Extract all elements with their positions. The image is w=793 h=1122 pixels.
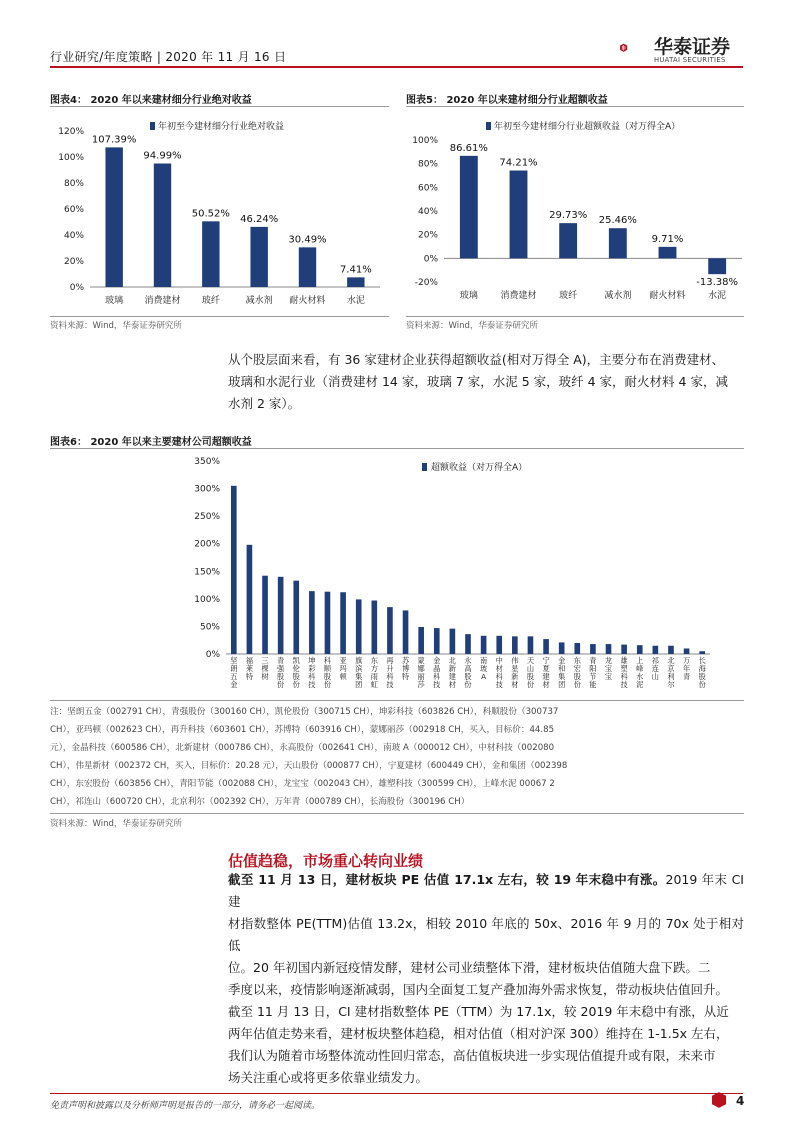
y-tick-label: 100% [194,594,220,605]
y-tick-label: 20% [417,230,438,241]
chart-fig6 [50,450,744,700]
x-category-label: 金和集团 [558,656,566,689]
x-category-label: 耐火材料 [649,291,686,301]
bar-company [684,648,690,654]
page-number: 4 [736,1094,745,1108]
x-category-label: 蒙娜丽莎 [417,656,425,689]
data-label: 7.41% [339,264,372,276]
fig4-title-text: 2020 年以来建材细分行业绝对收益 [90,95,252,106]
bar-消费建材 [154,164,171,287]
y-tick-label: 0% [205,650,220,660]
paragraph-line: 位。20 年初国内新冠疫情发酵，建材公司业绩整体下滑，建材板块估值随大盘下跌。二 [228,960,711,975]
y-tick-label: 150% [194,567,220,578]
bar-company [231,486,237,654]
x-category-label: 玻纤 [201,296,220,306]
x-category-label: 坤彩科技 [308,656,316,689]
y-tick-label: 300% [194,484,220,495]
x-category-label: 青强股份 [277,656,285,689]
note-line: 注：坚朗五金（002791 CH），青强股份（300160 CH），凯伦股份（300715 CH），坤彩科技（603826 CH），科顺股份（300737 [50,707,559,717]
footer-rule [50,1093,743,1094]
bar-水泥 [347,277,364,287]
bar-company [653,646,659,654]
paragraph-line: 从个股层面来看，有 36 家建材企业获得超额收益(相对万得全 A)，主要分布在消费建材、 [228,352,725,367]
bar-玻璃 [460,156,478,258]
bar-耐火材料 [659,247,677,258]
bar-company [668,646,674,654]
x-category-label: 减水剂 [245,296,273,306]
legend-label: 年初至今建材细分行业绝对收益 [158,122,285,132]
fig5-title-text: 2020 年以来建材细分行业超额收益 [446,95,608,106]
paragraph-lead-rest: 2019 年末 CI 建 [228,872,744,909]
x-category-label: 福莱特 [245,656,254,681]
note-line: CH），祁连山（600720 CH），北京利尔（002392 CH），万年青（000789 CH），长海股份（300196 CH） [50,797,470,807]
data-label: 74.21% [499,157,538,169]
chart-fig4 [50,108,389,318]
x-category-label: 中材科技 [495,656,503,689]
x-category-label: 坚朗五金 [230,656,238,689]
chart-fig5 [406,108,744,318]
x-category-label: 祁连山 [651,656,659,681]
bar-company [637,645,643,654]
y-tick-label: 0% [423,254,438,265]
x-category-label: 玻纤 [559,291,578,301]
note-line: CH），东宏股份（603856 CH），青阳节能（002088 CH），龙宝宝（002043 CH），雄塑科技（300599 CH），上峰水泥 00067 2 [50,779,555,789]
bar-减水剂 [609,228,627,258]
bar-company [387,607,393,654]
y-tick-label: 250% [194,512,220,523]
paragraph-stock-level [228,349,744,415]
note-line: CH），亚玛顿（002623 CH），再升科技（603601 CH），苏博特（603916 CH），蒙娜丽莎（002918 CH，买入，目标价：44.85 [50,725,555,735]
paragraph-lead: 截至 11 月 13 日，建材板块 PE 估值 17.1x 左右，较 19 年末稳中有涨。 [228,872,666,887]
note-line: CH），伟星新材（002372 CH，买入，目标价：20.28 元），天山股份（000877 CH），宁夏建材（600449 CH），金和集团（002398 [50,761,568,771]
bar-company [699,651,705,654]
fig6-top-rule [50,448,744,449]
bar-company [606,644,612,654]
bar-company [247,545,253,654]
bar-company [403,610,409,654]
bar-水泥 [708,258,726,274]
data-label: 29.73% [549,210,588,222]
fig4-top-rule [50,106,389,107]
x-category-label: 水泥 [708,291,727,301]
bar-company [481,636,487,654]
x-category-label: 北京利尔 [667,656,675,689]
fig6-bottom-rule [50,700,744,701]
x-category-label: 消费建材 [500,291,537,301]
bar-company [278,577,284,654]
huatai-logo [620,31,650,65]
paragraph-valuation [228,869,744,1089]
x-category-label: 科顺股份 [323,656,332,689]
bar-company [356,599,362,654]
bar-company [574,643,580,654]
paragraph-line: 材指数整体 PE(TTM)估值 13.2x，相较 2010 年底的 50x、2016 年 9 月的 70x 处于相对低 [228,916,744,953]
paragraph-line: 玻璃和水泥行业（消费建材 14 家，玻璃 7 家，水泥 5 家，玻纤 4 家，耐火材料 4 家，减 [228,374,728,389]
bar-company [262,576,268,654]
y-tick-label: 0% [69,283,84,293]
data-label: 30.49% [288,234,327,246]
section-title: 估值趋稳，市场重心转向业绩 [228,852,424,870]
bar-company [293,581,299,654]
x-category-label: 凯伦股份 [292,656,300,689]
fig4-source: 资料来源：Wind，华泰证券研究所 [50,321,182,331]
fig5-title [406,91,608,106]
y-tick-label: 100% [412,136,438,146]
logo-chinese-name: 华泰证券 [654,36,731,58]
bar-company [325,592,331,654]
y-tick-label: -20% [414,278,438,288]
x-category-label: 龙宝宝 [604,656,613,681]
x-category-label: 减水剂 [604,291,632,301]
x-category-label: 消费建材 [144,296,181,306]
x-category-label: 雄塑科技 [620,656,628,689]
x-category-label: 再升科技 [386,656,394,689]
bar-company [434,628,440,654]
legend-swatch [150,122,155,130]
fig6-note-rule [50,813,744,814]
bar-company [528,636,534,654]
x-category-label: 宁夏建材 [542,656,550,689]
fig5-bottom-rule [406,316,744,317]
x-category-label: 亚玛顿 [339,656,347,681]
fig6-label: 图表6： [50,437,87,448]
x-category-label: 青阳节能 [589,656,597,689]
fig5-label: 图表5： [406,95,443,106]
y-tick-label: 60% [417,183,438,194]
footer-disclaimer: 免责声明和披露以及分析师声明是报告的一部分，请务必一起阅读。 [50,1101,321,1111]
paragraph-line: 截至 11 月 13 日，CI 建材指数整体 PE（TTM）为 17.1x，较 2019 年末稳中有涨，从近 [228,1004,729,1019]
x-category-label: 玻璃 [105,296,124,306]
data-label: 86.61% [449,142,488,154]
bar-耐火材料 [299,247,316,287]
paragraph-line: 我们认为随着市场整体流动性回归常态，高估值板块进一步实现估值提升或有限，未来市 [228,1048,716,1063]
note-line: 元），金晶科技（600586 CH），北新建材（000786 CH），永高股份（002641 CH），南玻 A（000012 CH），中材科技（002080 [50,743,555,753]
header-rule [50,66,743,68]
y-tick-label: 120% [58,127,84,137]
y-tick-label: 20% [63,257,84,267]
bar-company [372,601,378,654]
data-label: -13.38% [696,277,739,289]
bar-company [340,592,346,654]
bar-company [465,634,471,654]
x-category-label: 南玻 A [480,656,488,681]
y-tick-label: 60% [63,205,84,215]
y-tick-label: 100% [58,153,84,163]
x-category-label: 旗滨集团 [355,656,363,689]
x-category-label: 万年青 [682,656,691,681]
bar-company [496,636,502,654]
bar-company [621,645,627,654]
y-tick-label: 40% [63,231,84,241]
y-tick-label: 350% [194,457,220,467]
y-tick-label: 40% [417,207,438,217]
legend-label: 年初至今建材细分行业超额收益（对万得全A） [494,122,681,132]
paragraph-line: 水剂 2 家）。 [228,396,301,411]
data-label: 9.71% [651,233,684,245]
fig5-source: 资料来源：Wind，华泰证券研究所 [406,321,538,331]
bar-company [418,627,424,654]
paragraph-line: 季度以来，疫情影响逐渐减弱，国内全面复工复产叠加海外需求恢复，带动板块估值回升。 [228,982,729,997]
report-header-text: 行业研究/年度策略 | 2020 年 11 月 16 日 [50,50,287,64]
x-category-label: 耐火材料 [289,296,326,306]
x-category-label: 北新建材 [448,656,456,689]
legend-swatch [422,463,427,471]
x-category-label: 金晶科技 [433,656,441,689]
data-label: 25.46% [598,215,637,227]
x-category-label: 东宏股份 [573,656,581,689]
bar-玻纤 [559,223,577,258]
x-category-label: 伟星新材 [511,656,519,689]
legend-label: 超额收益（对万得全A） [431,463,528,473]
fig4-label: 图表4： [50,95,87,106]
x-category-label: 上峰水泥 [636,656,644,689]
x-category-label: 长海股份 [698,656,706,689]
data-label: 94.99% [143,150,182,162]
data-label: 107.39% [91,134,137,146]
paragraph-line: 场关注重心或将更多依靠业绩发力。 [228,1070,429,1085]
data-label: 46.24% [240,213,279,225]
fig6-title-text: 2020 年以来主要建材公司超额收益 [90,437,252,448]
bar-company [309,591,315,654]
bar-玻纤 [202,221,219,287]
x-category-label: 永高股份 [464,656,472,689]
legend-swatch [486,122,491,130]
bar-消费建材 [510,171,528,259]
y-tick-label: 80% [417,159,438,170]
fig6-note [50,703,744,811]
data-label: 50.52% [191,208,230,220]
bar-玻璃 [105,147,122,287]
bar-减水剂 [250,227,267,287]
y-tick-label: 80% [63,179,84,189]
fig5-top-rule [406,106,744,107]
bar-company [450,629,456,654]
bar-company [512,636,518,654]
fig6-source: 资料来源：Wind，华泰证券研究所 [50,819,182,829]
x-category-label: 玻璃 [459,291,478,301]
y-tick-label: 50% [199,622,220,633]
y-tick-label: 200% [194,539,220,550]
x-category-label: 水泥 [346,296,365,306]
x-category-label: 三棵树 [261,656,269,681]
bar-company [543,639,549,654]
x-category-label: 天山股份 [526,656,535,689]
fig4-title [50,91,252,106]
bar-company [590,644,596,654]
paragraph-line [228,869,744,913]
fig6-title [50,433,252,448]
x-category-label: 东方雨虹 [370,656,378,689]
paragraph-line: 两年估值走势来看，建材板块整体趋稳，相对估值（相对沪深 300）维持在 1-1.5x 左右， [228,1026,729,1041]
fig4-bottom-rule [50,316,389,317]
x-category-label: 苏博特 [401,656,410,681]
bar-company [559,642,565,654]
logo-english-name: HUATAI SECURITIES [654,56,726,64]
footer-logo-mark-icon [712,1092,726,1108]
